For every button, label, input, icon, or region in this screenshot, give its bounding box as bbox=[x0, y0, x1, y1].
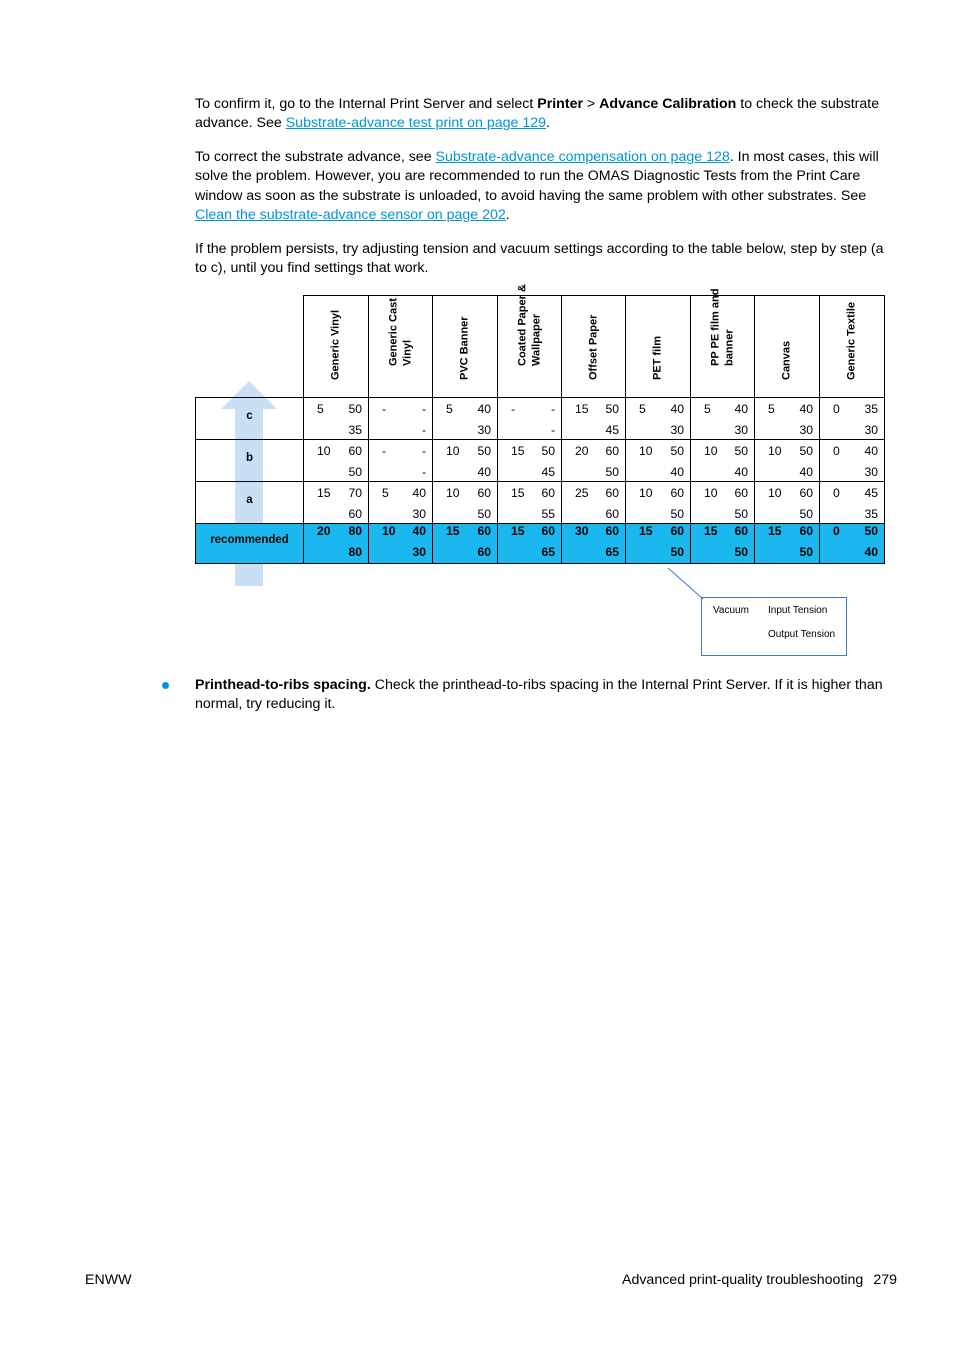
output-tension-value: 30 bbox=[734, 423, 748, 437]
input-tension-value: 60 bbox=[605, 486, 619, 500]
vacuum-value: 15 bbox=[768, 524, 782, 538]
output-tension-value: 45 bbox=[541, 465, 555, 479]
input-tension-value: 60 bbox=[541, 524, 555, 538]
input-tension-value: 60 bbox=[734, 524, 748, 538]
output-tension-value: 30 bbox=[412, 507, 426, 521]
output-tension-value: 55 bbox=[541, 507, 555, 521]
vacuum-value: 5 bbox=[704, 402, 711, 416]
row-label bbox=[196, 398, 304, 440]
legend-input-tension: Input Tension bbox=[768, 605, 828, 616]
table-cell bbox=[820, 440, 885, 482]
table-cell bbox=[369, 440, 433, 482]
input-tension-value: 50 bbox=[477, 444, 491, 458]
table-cell bbox=[626, 398, 691, 440]
vacuum-value: 10 bbox=[768, 486, 782, 500]
row-label-text: b bbox=[245, 452, 254, 464]
vacuum-value: 25 bbox=[575, 486, 589, 500]
table-body bbox=[196, 398, 885, 564]
legend-vacuum: Vacuum bbox=[713, 605, 749, 616]
table-cell bbox=[755, 524, 820, 564]
vacuum-value: 15 bbox=[639, 524, 653, 538]
input-tension-value: 60 bbox=[799, 524, 813, 538]
vacuum-value: 10 bbox=[704, 444, 718, 458]
output-tension-value: - bbox=[421, 423, 426, 437]
output-tension-value: 35 bbox=[348, 423, 362, 437]
input-tension-value: 60 bbox=[734, 486, 748, 500]
input-tension-value: 70 bbox=[348, 486, 362, 500]
input-tension-value: 40 bbox=[734, 402, 748, 416]
table-cell bbox=[626, 440, 691, 482]
footer-section-title: Advanced print-quality troubleshooting bbox=[621, 1272, 864, 1288]
table-cell bbox=[562, 482, 626, 524]
column-header bbox=[820, 296, 885, 398]
table-cell bbox=[369, 482, 433, 524]
table-cell bbox=[691, 440, 755, 482]
vacuum-value: 10 bbox=[446, 444, 460, 458]
input-tension-value: 40 bbox=[412, 524, 426, 538]
input-tension-value: 60 bbox=[670, 486, 684, 500]
column-header bbox=[369, 296, 433, 398]
input-tension-value: 50 bbox=[348, 402, 362, 416]
paragraph-confirm bbox=[195, 95, 885, 134]
row-label-text: recommended bbox=[210, 534, 289, 546]
text-run: . bbox=[505, 206, 510, 223]
vacuum-value: 10 bbox=[317, 444, 331, 458]
bullet-item-printhead bbox=[195, 676, 885, 715]
table-cell bbox=[820, 524, 885, 564]
input-tension-value: 60 bbox=[477, 486, 491, 500]
vacuum-value: 0 bbox=[833, 486, 840, 500]
output-tension-value: 80 bbox=[348, 545, 362, 559]
material-label: Offset Paper bbox=[586, 314, 599, 380]
table-cell bbox=[498, 398, 562, 440]
vacuum-value: 30 bbox=[575, 524, 589, 538]
material-label: PET film bbox=[651, 335, 664, 380]
material-label: Coated Paper & Wallpaper bbox=[516, 284, 542, 366]
input-tension-value: 60 bbox=[799, 486, 813, 500]
column-header bbox=[755, 296, 820, 398]
input-tension-value: 60 bbox=[670, 524, 684, 538]
link-substrate-advance-compensation[interactable]: Substrate-advance compensation on page 128 bbox=[435, 149, 730, 165]
output-tension-value: 50 bbox=[799, 545, 813, 559]
text-run: . In most cases, this will solve the problem. However, you are recommended to run the OMAS Diagnostic Tests from the Print Care window as soon as the substrate is unloaded, to avoid having the same problem with other substrates. See bbox=[195, 149, 879, 204]
bullet-dot-icon bbox=[162, 682, 169, 689]
text-run: To correct the substrate advance, see bbox=[195, 149, 436, 165]
output-tension-value: 30 bbox=[670, 423, 684, 437]
output-tension-value: 50 bbox=[605, 465, 619, 479]
output-tension-value: 45 bbox=[605, 423, 619, 437]
table-row bbox=[196, 398, 885, 440]
legend-box bbox=[701, 597, 847, 656]
vacuum-value: 5 bbox=[768, 402, 775, 416]
bullet-heading: Printhead-to-ribs spacing. bbox=[195, 677, 371, 693]
table-cell bbox=[498, 440, 562, 482]
input-tension-value: 50 bbox=[541, 444, 555, 458]
vacuum-value: 5 bbox=[382, 486, 389, 500]
vacuum-value: 10 bbox=[382, 524, 396, 538]
table-cell bbox=[369, 524, 433, 564]
link-substrate-advance-test-print[interactable]: Substrate-advance test print on page 129 bbox=[285, 115, 546, 132]
input-tension-value: 35 bbox=[864, 402, 878, 416]
output-tension-value: 40 bbox=[477, 465, 491, 479]
table-cell bbox=[304, 440, 369, 482]
vacuum-value: 10 bbox=[768, 444, 782, 458]
table-cell bbox=[626, 482, 691, 524]
vacuum-value: 10 bbox=[639, 486, 653, 500]
output-tension-value: - bbox=[550, 423, 555, 437]
input-tension-value: 60 bbox=[541, 486, 555, 500]
row-label bbox=[196, 524, 304, 564]
table-cell bbox=[369, 398, 433, 440]
table-cell bbox=[498, 482, 562, 524]
output-tension-value: 65 bbox=[541, 545, 555, 559]
input-tension-value: 50 bbox=[864, 524, 878, 538]
footer-left: ENWW bbox=[85, 1272, 132, 1288]
settings-table bbox=[195, 284, 885, 564]
table-cell bbox=[304, 398, 369, 440]
output-tension-value: 40 bbox=[734, 465, 748, 479]
input-tension-value: - bbox=[421, 444, 426, 458]
output-tension-value: 30 bbox=[864, 423, 878, 437]
input-tension-value: 40 bbox=[477, 402, 491, 416]
output-tension-value: 60 bbox=[605, 507, 619, 521]
bold-advance-calibration: Advance Calibration bbox=[599, 96, 737, 112]
bullet-text: Check the printhead-to-ribs spacing in the Internal Print Server. If it is higher than normal, try reducing it. bbox=[195, 677, 883, 713]
output-tension-value: 30 bbox=[477, 423, 491, 437]
input-tension-value: - bbox=[550, 402, 555, 416]
output-tension-value: 40 bbox=[670, 465, 684, 479]
input-tension-value: 40 bbox=[864, 444, 878, 458]
table-header-row bbox=[196, 296, 885, 398]
input-tension-value: 60 bbox=[348, 444, 362, 458]
output-tension-value: 50 bbox=[477, 507, 491, 521]
table-cell bbox=[755, 482, 820, 524]
table-row bbox=[196, 440, 885, 482]
output-tension-value: 50 bbox=[734, 545, 748, 559]
paragraph-persists: If the problem persists, try adjusting tension and vacuum settings according to the table below, step by step (a to c), until you find settings that work. bbox=[195, 241, 884, 277]
table-cell bbox=[562, 440, 626, 482]
column-header bbox=[691, 288, 755, 398]
material-label: PVC Banner bbox=[458, 315, 471, 380]
table-row bbox=[196, 524, 885, 564]
vacuum-value: 15 bbox=[704, 524, 718, 538]
vacuum-value: - bbox=[511, 402, 516, 416]
output-tension-value: 50 bbox=[670, 545, 684, 559]
vacuum-value: 10 bbox=[639, 444, 653, 458]
vacuum-value: 5 bbox=[317, 402, 324, 416]
output-tension-value: 60 bbox=[348, 507, 362, 521]
table-cell bbox=[755, 398, 820, 440]
link-clean-sensor[interactable]: Clean the substrate-advance sensor on page 202 bbox=[195, 206, 506, 223]
vacuum-value: - bbox=[382, 444, 387, 458]
input-tension-value: 60 bbox=[605, 524, 619, 538]
input-tension-value: - bbox=[421, 402, 426, 416]
table-cell bbox=[433, 482, 498, 524]
vacuum-value: - bbox=[382, 402, 387, 416]
bold-printer: Printer bbox=[537, 96, 583, 112]
vacuum-value: 0 bbox=[833, 524, 840, 538]
column-header bbox=[304, 296, 369, 398]
text-run: to check the substrate advance. See bbox=[195, 96, 880, 132]
vacuum-value: 15 bbox=[511, 486, 525, 500]
table-cell bbox=[562, 524, 626, 564]
vacuum-value: 15 bbox=[511, 444, 525, 458]
input-tension-value: 50 bbox=[670, 444, 684, 458]
page-number: 279 bbox=[873, 1272, 897, 1288]
vacuum-value: 5 bbox=[639, 402, 646, 416]
text-run: . bbox=[546, 115, 550, 132]
vacuum-value: 15 bbox=[511, 524, 525, 538]
table-cell bbox=[820, 482, 885, 524]
vacuum-value: 0 bbox=[833, 402, 840, 416]
output-tension-value: 60 bbox=[477, 545, 491, 559]
table-cell bbox=[691, 524, 755, 564]
output-tension-value: 65 bbox=[605, 545, 619, 559]
column-header bbox=[433, 296, 498, 398]
output-tension-value: 30 bbox=[799, 423, 813, 437]
output-tension-value: 35 bbox=[864, 507, 878, 521]
row-label-text: a bbox=[246, 494, 253, 506]
input-tension-value: 80 bbox=[348, 524, 362, 538]
output-tension-value: 50 bbox=[670, 507, 684, 521]
table-cell bbox=[498, 524, 562, 564]
table-cell bbox=[433, 398, 498, 440]
input-tension-value: 40 bbox=[799, 402, 813, 416]
input-tension-value: 50 bbox=[799, 444, 813, 458]
table-cell bbox=[691, 482, 755, 524]
input-tension-value: 45 bbox=[864, 486, 878, 500]
text-run: > bbox=[582, 96, 600, 112]
material-label: Generic Textile bbox=[845, 301, 858, 380]
table-cell bbox=[304, 482, 369, 524]
legend-output-tension: Output Tension bbox=[768, 629, 836, 640]
input-tension-value: 40 bbox=[670, 402, 684, 416]
table-cell bbox=[755, 440, 820, 482]
vacuum-value: 5 bbox=[446, 402, 453, 416]
output-tension-value: 50 bbox=[734, 507, 748, 521]
input-tension-value: 50 bbox=[605, 402, 619, 416]
table-row bbox=[196, 482, 885, 524]
input-tension-value: 60 bbox=[477, 524, 491, 538]
vacuum-value: 15 bbox=[575, 402, 589, 416]
material-label: Generic Cast Vinyl bbox=[387, 298, 413, 366]
table-cell bbox=[626, 524, 691, 564]
output-tension-value: 40 bbox=[864, 545, 878, 559]
vacuum-value: 10 bbox=[446, 486, 460, 500]
table-cell bbox=[691, 398, 755, 440]
column-header bbox=[498, 284, 562, 398]
output-tension-value: 30 bbox=[864, 465, 878, 479]
table-corner bbox=[196, 296, 304, 398]
output-tension-value: 30 bbox=[412, 545, 426, 559]
vacuum-value: 10 bbox=[704, 486, 718, 500]
paragraph-correct bbox=[195, 148, 885, 225]
output-tension-value: 50 bbox=[799, 507, 813, 521]
table-cell bbox=[562, 398, 626, 440]
vacuum-value: 20 bbox=[317, 524, 331, 538]
row-label bbox=[196, 440, 304, 482]
table-cell bbox=[433, 440, 498, 482]
footer-right bbox=[622, 1272, 897, 1288]
column-header bbox=[626, 296, 691, 398]
vacuum-value: 15 bbox=[317, 486, 331, 500]
material-label: Generic Vinyl bbox=[329, 309, 342, 380]
vacuum-value: 15 bbox=[446, 524, 460, 538]
column-header bbox=[562, 296, 626, 398]
material-label: Canvas bbox=[780, 340, 793, 380]
vacuum-value: 0 bbox=[833, 444, 840, 458]
output-tension-value: 40 bbox=[799, 465, 813, 479]
input-tension-value: 40 bbox=[412, 486, 426, 500]
table-cell bbox=[304, 524, 369, 564]
row-label bbox=[196, 482, 304, 524]
material-label: PP PE film and banner bbox=[709, 288, 735, 366]
output-tension-value: 50 bbox=[348, 465, 362, 479]
input-tension-value: 50 bbox=[734, 444, 748, 458]
row-label-text: c bbox=[246, 410, 253, 422]
input-tension-value: 60 bbox=[605, 444, 619, 458]
table-cell bbox=[433, 524, 498, 564]
output-tension-value: - bbox=[421, 465, 426, 479]
table-cell bbox=[820, 398, 885, 440]
text-run: To confirm it, go to the Internal Print Server and select bbox=[195, 96, 538, 112]
vacuum-value: 20 bbox=[575, 444, 589, 458]
